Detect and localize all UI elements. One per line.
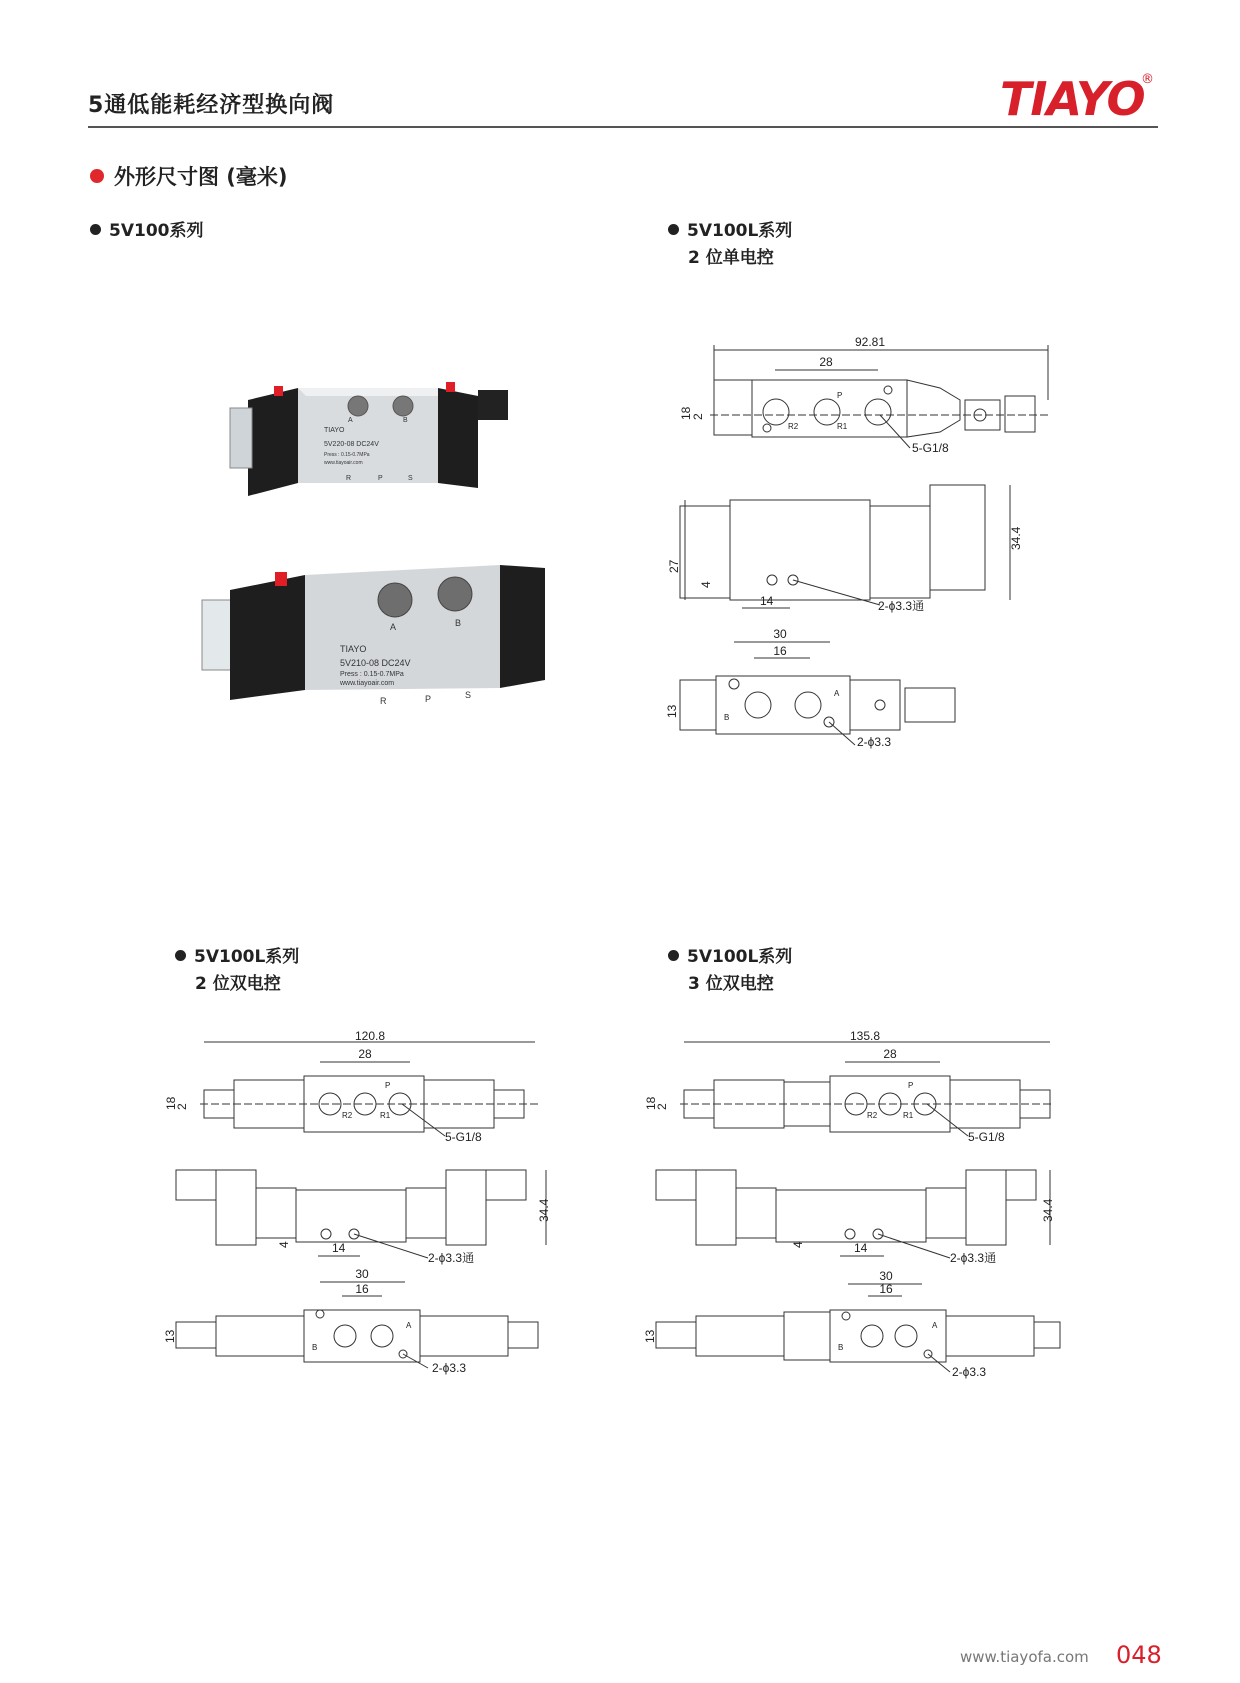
port-label-r2: R2 [788, 422, 799, 431]
photo-port-p: P [378, 475, 383, 482]
photo-brand: TIAYO [324, 427, 345, 434]
side-view [667, 485, 1023, 613]
product-photo-single-solenoid [200, 570, 560, 740]
port-label-a: A [406, 1321, 412, 1330]
dim-ports: 5-G1/8 [445, 1130, 482, 1144]
dim-h13: 13 [163, 1329, 177, 1343]
dim-pitch: 28 [819, 355, 833, 369]
series-heading-3 [175, 944, 299, 998]
series-heading-4 [668, 944, 792, 998]
port-label-p: P [385, 1081, 391, 1090]
port-label-b: B [724, 713, 730, 722]
dim-holes2: 2-ϕ3.3 [952, 1365, 987, 1379]
port-label-p: P [908, 1081, 914, 1090]
registered-mark: ® [1141, 72, 1154, 87]
dim-h4: 4 [699, 581, 713, 588]
port-label-p: P [837, 391, 843, 400]
dim-h18: 18 [164, 1096, 178, 1110]
red-bullet-icon [90, 169, 104, 183]
dim-holes2: 2-ϕ3.3 [857, 735, 892, 749]
port-label-r2: R2 [867, 1111, 878, 1120]
dim-h4: 4 [791, 1241, 805, 1248]
section-heading [90, 161, 288, 191]
dim-h18: 18 [679, 406, 693, 420]
series-title: 5V100L系列 [194, 947, 300, 967]
page-title: 5通低能耗经济型换向阀 [88, 93, 335, 118]
port-label-b: B [838, 1343, 844, 1352]
bottom-view [163, 1267, 538, 1375]
dim-pitch: 28 [358, 1047, 372, 1061]
drawing-single-solenoid [665, 335, 1080, 800]
product-photo-double-solenoid [228, 388, 528, 518]
photo-port-r: R [346, 475, 352, 482]
dim-ports: 5-G1/8 [912, 441, 949, 455]
series-heading-2 [668, 218, 792, 272]
photo-press: Press : 0.15-0.7MPa [324, 452, 370, 458]
dim-h27: 27 [667, 559, 681, 573]
dim-w16: 16 [355, 1282, 369, 1296]
dim-h18: 18 [644, 1096, 658, 1110]
dim-h34: 34.4 [537, 1198, 551, 1222]
header-divider [88, 126, 1158, 128]
photo-model: 5V220-08 DC24V [324, 441, 379, 448]
dim-w30: 30 [355, 1267, 369, 1281]
dim-holes: 2-ϕ3.3通 [428, 1251, 475, 1265]
photo-port-a: A [348, 417, 353, 424]
port-label-r1: R1 [380, 1111, 391, 1120]
dim-holes2: 2-ϕ3.3 [432, 1361, 467, 1375]
dim-length: 92.81 [854, 335, 886, 349]
photo-port-b: B [455, 618, 462, 628]
series-title: 5V100系列 [109, 221, 204, 241]
dim-h34: 34.4 [1041, 1198, 1055, 1222]
dim-w16: 16 [879, 1282, 893, 1296]
dim-h13: 13 [643, 1329, 657, 1343]
series-subtitle: 2 位双电控 [195, 974, 281, 994]
bullet-icon [175, 950, 186, 961]
photo-press: Press : 0.15-0.7MPa [340, 671, 404, 678]
port-label-r1: R1 [837, 422, 848, 431]
dim-ports: 5-G1/8 [968, 1130, 1005, 1144]
series-title: 5V100L系列 [687, 947, 793, 967]
dim-holes: 2-ϕ3.3通 [950, 1251, 997, 1265]
photo-model: 5V210-08 DC24V [340, 658, 411, 668]
dim-w14: 14 [332, 1241, 346, 1255]
drawing-double-solenoid-3pos [643, 1029, 1080, 1480]
dim-length: 120.8 [354, 1029, 386, 1043]
drawing-double-solenoid-2pos [163, 1029, 580, 1480]
photo-port-s: S [408, 475, 413, 482]
dim-h13: 13 [665, 704, 679, 718]
port-label-r1: R1 [903, 1111, 914, 1120]
bullet-icon [90, 224, 101, 235]
top-view [644, 1029, 1054, 1144]
dim-h34: 34.4 [1009, 526, 1023, 550]
bottom-view [665, 627, 955, 749]
port-label-a: A [932, 1321, 938, 1330]
photo-brand: TIAYO [340, 644, 367, 654]
dim-h4: 4 [277, 1241, 291, 1248]
dim-h2: 2 [655, 1103, 669, 1110]
photo-url: www.tiayoair.com [324, 460, 363, 466]
port-label-a: A [834, 689, 840, 698]
series-subtitle: 3 位双电控 [688, 974, 774, 994]
dim-w14: 14 [760, 594, 774, 608]
port-label-r2: R2 [342, 1111, 353, 1120]
side-view [176, 1170, 551, 1265]
top-view [164, 1029, 538, 1144]
dim-w30: 30 [879, 1269, 893, 1283]
dim-length: 135.8 [849, 1029, 881, 1043]
dim-w14: 14 [854, 1241, 868, 1255]
top-view [679, 335, 1050, 455]
photo-port-s: S [465, 690, 472, 700]
photo-port-p: P [425, 694, 432, 704]
photo-url: www.tiayoair.com [340, 680, 395, 687]
side-view [656, 1170, 1055, 1265]
dim-pitch: 28 [883, 1047, 897, 1061]
bullet-icon [668, 950, 679, 961]
port-label-b: B [312, 1343, 318, 1352]
dim-h2: 2 [691, 413, 705, 420]
bullet-icon [668, 224, 679, 235]
section-heading-text: 外形尺寸图 (毫米) [114, 165, 288, 189]
photo-port-b: B [403, 417, 408, 424]
series-heading-1 [90, 218, 203, 245]
photo-port-a: A [390, 622, 397, 632]
series-title: 5V100L系列 [687, 221, 793, 241]
dim-holes: 2-ϕ3.3通 [878, 599, 925, 613]
series-subtitle: 2 位单电控 [688, 248, 774, 268]
dim-w30: 30 [773, 627, 787, 641]
photo-port-r: R [380, 696, 387, 706]
footer-url[interactable]: www.tiayofa.com [960, 1648, 1089, 1666]
bottom-view [643, 1269, 1060, 1379]
brand-logo: TIAYO [1000, 72, 1145, 126]
dim-h2: 2 [175, 1103, 189, 1110]
page-number: 048 [1116, 1641, 1162, 1669]
dim-w16: 16 [773, 644, 787, 658]
